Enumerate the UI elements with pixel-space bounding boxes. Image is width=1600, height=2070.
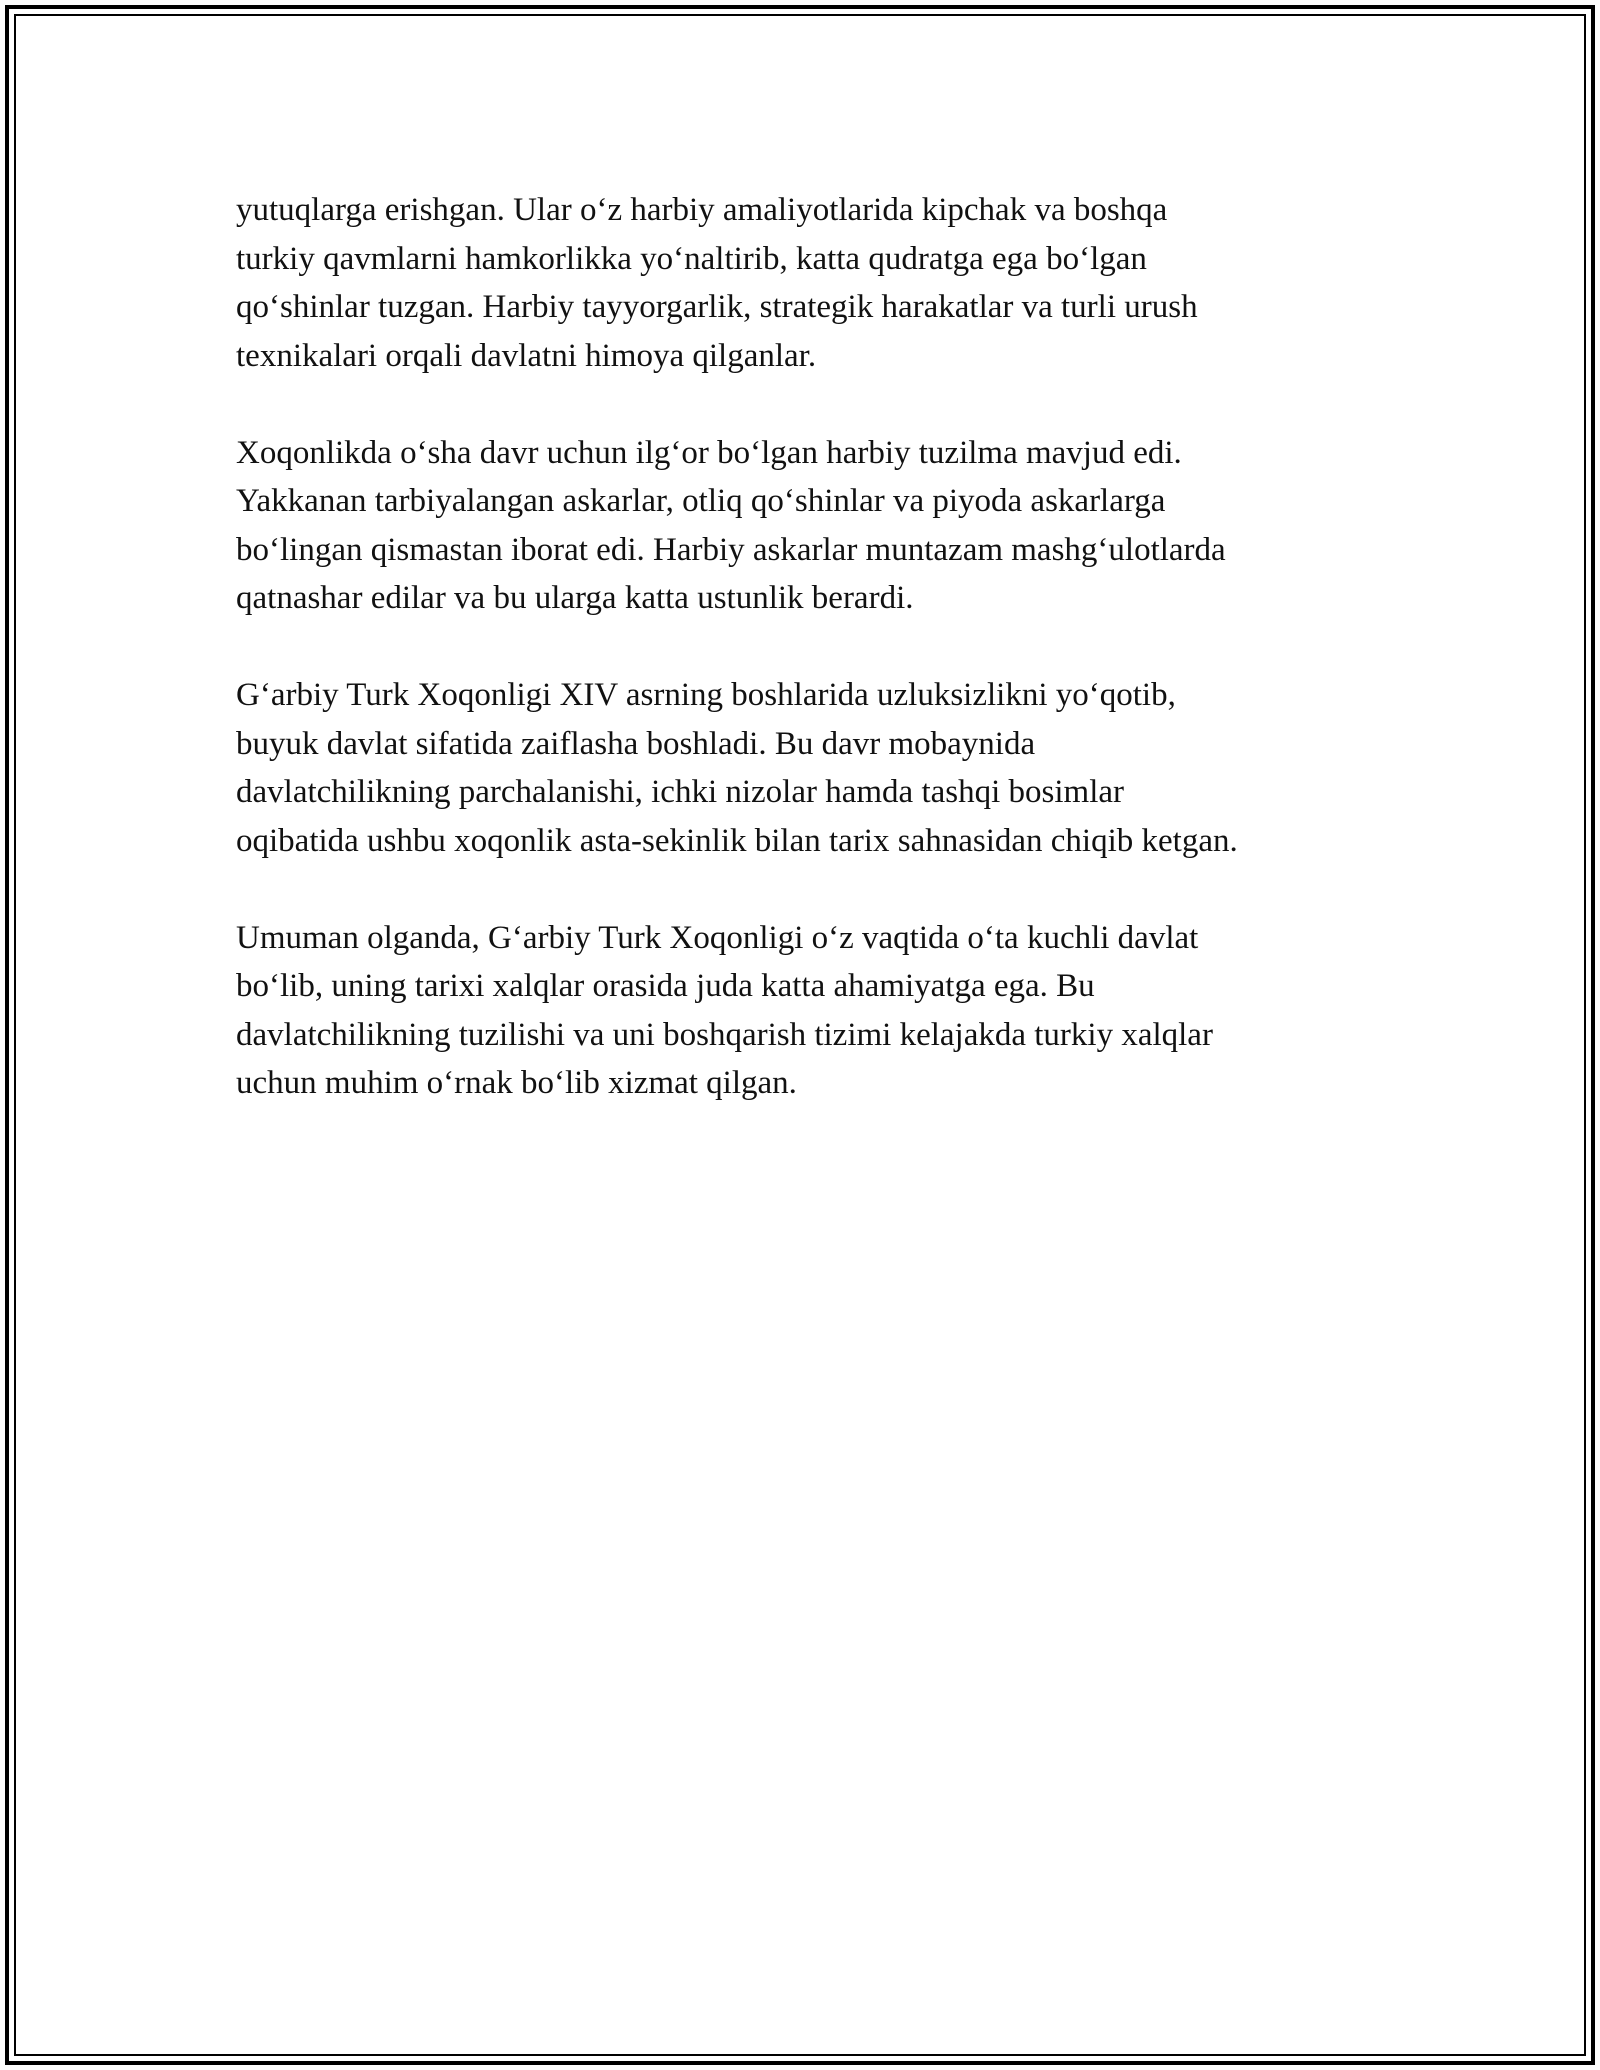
text-line: boʻlib, uning tarixi xalqlar orasida juda katta ahamiyatga ega. Bu [236, 968, 1095, 1004]
text-line: boʻlingan qismastan iborat edi. Harbiy askarlar muntazam mashgʻulotlarda [236, 531, 1226, 568]
paragraph-decline [236, 671, 1386, 865]
text-line: oqibatida ushbu xoqonlik asta-sekinlik bilan tarix sahnasidan chiqib ketgan. [236, 822, 1238, 859]
paragraph-military-achievements [236, 186, 1386, 380]
text-line: buyuk davlat sifatida zaiflasha boshladi. Bu davr mobaynida [236, 725, 1036, 762]
text-line: Gʻarbiy Turk Xoqonligi XIV asrning boshlarida uzluksizlikni yoʻqotib, [236, 677, 1176, 713]
text-line: Yakkanan tarbiyalangan askarlar, otliq qoʻshinlar va piyoda askarlarga [236, 483, 1166, 519]
text-line: Xoqonlikda oʻsha davr uchun ilgʻor boʻlgan harbiy tuzilma mavjud edi. [236, 434, 1182, 471]
document-body [236, 186, 1386, 1156]
text-line: texnikalari orqali davlatni himoya qilganlar. [236, 337, 817, 374]
text-line: qatnashar edilar va bu ularga katta ustunlik berardi. [236, 580, 914, 616]
paragraph-military-structure [236, 429, 1386, 623]
text-line: uchun muhim oʻrnak boʻlib xizmat qilgan. [236, 1065, 797, 1101]
text-line: yutuqlarga erishgan. Ular oʻz harbiy amaliyotlarida kipchak va boshqa [236, 192, 1168, 228]
text-line: qoʻshinlar tuzgan. Harbiy tayyorgarlik, strategik harakatlar va turli urush [236, 289, 1198, 325]
paragraph-conclusion [236, 914, 1386, 1108]
text-line: davlatchilikning parchalanishi, ichki nizolar hamda tashqi bosimlar [236, 774, 1125, 810]
text-line: Umuman olganda, Gʻarbiy Turk Xoqonligi oʻz vaqtida oʻta kuchli davlat [236, 919, 1199, 956]
text-line: turkiy qavmlarni hamkorlikka yoʻnaltirib, katta qudratga ega boʻlgan [236, 240, 1147, 277]
text-line: davlatchilikning tuzilishi va uni boshqarish tizimi kelajakda turkiy xalqlar [236, 1016, 1213, 1053]
